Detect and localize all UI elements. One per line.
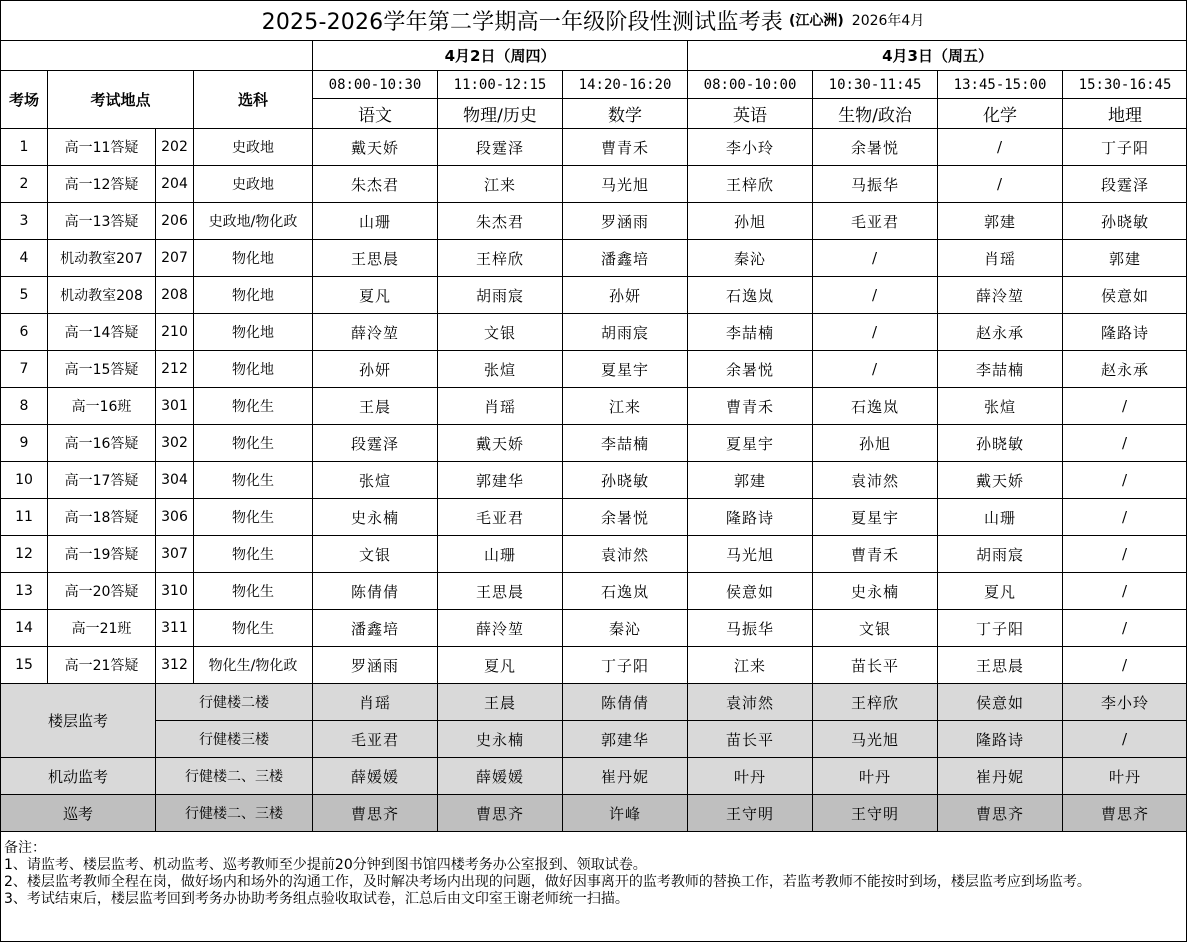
subject-choice: 史政地/物化政 xyxy=(194,203,313,240)
session-subject: 地理 xyxy=(1063,99,1187,129)
floor-row xyxy=(1,721,1187,758)
proctor-cell: 李喆楠 xyxy=(688,314,813,351)
proctor-cell: 许峰 xyxy=(563,795,688,832)
notes-heading: 备注： xyxy=(4,840,46,856)
proctor-cell: 郭建 xyxy=(688,462,813,499)
proctor-cell: 文银 xyxy=(438,314,563,351)
schedule-table xyxy=(0,40,1187,832)
proctor-cell: 戴天娇 xyxy=(438,425,563,462)
proctor-cell: 李小玲 xyxy=(688,129,813,166)
proctor-cell: 王思晨 xyxy=(938,647,1063,684)
title-date: 2026年4月 xyxy=(851,13,925,29)
session-time: 08:00-10:30 xyxy=(313,71,438,99)
proctor-cell: 秦沁 xyxy=(563,610,688,647)
exam-room-number: 9 xyxy=(1,425,48,462)
day-header-1: 4月2日（周四） xyxy=(313,41,688,71)
proctor-cell: 孙旭 xyxy=(688,203,813,240)
proctor-cell: 薛泠堃 xyxy=(438,610,563,647)
room-number: 304 xyxy=(156,462,194,499)
table-row xyxy=(1,129,1187,166)
mobile-proctor-label: 机动监考 xyxy=(1,758,156,795)
notes xyxy=(4,840,1182,908)
proctor-cell: 张煊 xyxy=(438,351,563,388)
proctor-cell: 潘鑫培 xyxy=(563,240,688,277)
proctor-cell: 毛亚君 xyxy=(313,721,438,758)
proctor-cell: 侯意如 xyxy=(1063,277,1187,314)
proctor-cell: 丁子阳 xyxy=(563,647,688,684)
proctor-cell: 石逸岚 xyxy=(563,573,688,610)
exam-location: 高一12答疑 xyxy=(48,166,156,203)
subject-choice: 物化生 xyxy=(194,573,313,610)
proctor-cell: 孙妍 xyxy=(563,277,688,314)
proctor-cell: 曹青禾 xyxy=(563,129,688,166)
proctor-cell: 郭建华 xyxy=(438,462,563,499)
blank-corner xyxy=(1,41,313,71)
proctor-cell: 肖瑶 xyxy=(438,388,563,425)
proctor-cell: 夏星宇 xyxy=(813,499,938,536)
session-time: 13:45-15:00 xyxy=(938,71,1063,99)
proctor-cell: 石逸岚 xyxy=(688,277,813,314)
proctor-cell: / xyxy=(1063,499,1187,536)
proctor-cell: / xyxy=(1063,721,1187,758)
exam-location: 高一14答疑 xyxy=(48,314,156,351)
exam-room-number: 14 xyxy=(1,610,48,647)
proctor-cell: 胡雨宸 xyxy=(563,314,688,351)
proctor-cell: / xyxy=(1063,425,1187,462)
proctor-cell: / xyxy=(1063,536,1187,573)
proctor-cell: 苗长平 xyxy=(813,647,938,684)
proctor-cell: 胡雨宸 xyxy=(938,536,1063,573)
session-time: 14:20-16:20 xyxy=(563,71,688,99)
exam-location: 高一17答疑 xyxy=(48,462,156,499)
proctor-cell: 曹思齐 xyxy=(313,795,438,832)
proctor-cell: 曹青禾 xyxy=(688,388,813,425)
proctor-cell: 赵永承 xyxy=(1063,351,1187,388)
floor-building: 行健楼二楼 xyxy=(156,684,313,721)
exam-room-number: 12 xyxy=(1,536,48,573)
subject-choice: 物化生/物化政 xyxy=(194,647,313,684)
proctor-cell: 崔丹妮 xyxy=(563,758,688,795)
patrol-proctor-label: 巡考 xyxy=(1,795,156,832)
subject-choice: 物化生 xyxy=(194,462,313,499)
exam-location: 高一19答疑 xyxy=(48,536,156,573)
proctor-cell: 夏凡 xyxy=(438,647,563,684)
subject-choice: 物化生 xyxy=(194,499,313,536)
exam-location: 高一21班 xyxy=(48,610,156,647)
proctor-cell: 马振华 xyxy=(813,166,938,203)
proctor-cell: 朱杰君 xyxy=(438,203,563,240)
mobile-proctor-row xyxy=(1,758,1187,795)
room-number: 207 xyxy=(156,240,194,277)
proctor-cell: 段霆泽 xyxy=(1063,166,1187,203)
proctor-cell: 段霆泽 xyxy=(438,129,563,166)
exam-room-number: 10 xyxy=(1,462,48,499)
proctor-cell: 陈倩倩 xyxy=(313,573,438,610)
exam-room-number: 5 xyxy=(1,277,48,314)
proctor-cell: 曹思齐 xyxy=(1063,795,1187,832)
exam-location: 高一15答疑 xyxy=(48,351,156,388)
campus-label: (江心洲) xyxy=(788,13,844,29)
proctor-cell: 陈倩倩 xyxy=(563,684,688,721)
proctor-cell: 孙晓敏 xyxy=(938,425,1063,462)
proctor-cell: 马光旭 xyxy=(688,536,813,573)
proctor-cell: 薛媛媛 xyxy=(313,758,438,795)
room-number: 202 xyxy=(156,129,194,166)
proctor-cell: 袁沛然 xyxy=(813,462,938,499)
proctor-cell: 薛泠堃 xyxy=(313,314,438,351)
proctor-cell: 江来 xyxy=(563,388,688,425)
exam-location: 高一20答疑 xyxy=(48,573,156,610)
subject-choice: 物化地 xyxy=(194,351,313,388)
proctor-cell: 胡雨宸 xyxy=(438,277,563,314)
exam-location: 高一21答疑 xyxy=(48,647,156,684)
proctor-cell: 秦沁 xyxy=(688,240,813,277)
mobile-proctor-building: 行健楼二、三楼 xyxy=(156,758,313,795)
subject-choice: 物化生 xyxy=(194,425,313,462)
proctor-cell: 王思晨 xyxy=(438,573,563,610)
proctor-cell: 叶丹 xyxy=(813,758,938,795)
proctor-cell: 余暑悦 xyxy=(563,499,688,536)
exam-room-number: 4 xyxy=(1,240,48,277)
proctor-cell: 余暑悦 xyxy=(688,351,813,388)
room-number: 208 xyxy=(156,277,194,314)
subject-choice: 物化地 xyxy=(194,314,313,351)
table-row xyxy=(1,499,1187,536)
room-number: 301 xyxy=(156,388,194,425)
proctor-cell: 王守明 xyxy=(813,795,938,832)
proctor-cell: 王晨 xyxy=(313,388,438,425)
proctor-cell: 曹青禾 xyxy=(813,536,938,573)
session-subject: 语文 xyxy=(313,99,438,129)
proctor-cell: 罗涵雨 xyxy=(563,203,688,240)
exam-room-number: 3 xyxy=(1,203,48,240)
session-time: 15:30-16:45 xyxy=(1063,71,1187,99)
session-time: 11:00-12:15 xyxy=(438,71,563,99)
proctor-cell: 郭建 xyxy=(938,203,1063,240)
proctor-cell: 肖瑶 xyxy=(313,684,438,721)
room-number: 206 xyxy=(156,203,194,240)
proctor-cell: 丁子阳 xyxy=(938,610,1063,647)
floor-row xyxy=(1,684,1187,721)
session-subject: 数学 xyxy=(563,99,688,129)
proctor-cell: 王晨 xyxy=(438,684,563,721)
session-time: 08:00-10:00 xyxy=(688,71,813,99)
proctor-cell: 王守明 xyxy=(688,795,813,832)
note-item-3: 3、考试结束后，楼层监考回到考务办协助考务组点验收取试卷，汇总后由文印室王谢老师统一扫描。 xyxy=(4,891,629,907)
room-number: 312 xyxy=(156,647,194,684)
note-item-2: 2、楼层监考教师全程在岗，做好场内和场外的沟通工作，及时解决考场内出现的问题，做好因事离开的监考教师的替换工作，若监考教师不能按时到场，楼层监考应到场监考。 xyxy=(4,874,1091,890)
exam-room-number: 6 xyxy=(1,314,48,351)
proctor-cell: / xyxy=(813,277,938,314)
exam-location: 机动教室207 xyxy=(48,240,156,277)
exam-room-number: 2 xyxy=(1,166,48,203)
proctor-cell: 叶丹 xyxy=(1063,758,1187,795)
proctor-cell: / xyxy=(1063,573,1187,610)
table-row xyxy=(1,277,1187,314)
proctor-cell: 山珊 xyxy=(438,536,563,573)
room-number: 302 xyxy=(156,425,194,462)
title-row xyxy=(0,0,1186,40)
subject-choice: 史政地 xyxy=(194,129,313,166)
room-number: 307 xyxy=(156,536,194,573)
proctor-cell: 孙旭 xyxy=(813,425,938,462)
table-row xyxy=(1,203,1187,240)
patrol-proctor-building: 行健楼二、三楼 xyxy=(156,795,313,832)
session-subject: 生物/政治 xyxy=(813,99,938,129)
proctor-cell: 张煊 xyxy=(938,388,1063,425)
proctor-cell: / xyxy=(938,166,1063,203)
room-number: 306 xyxy=(156,499,194,536)
proctor-cell: 袁沛然 xyxy=(563,536,688,573)
proctor-cell: 李喆楠 xyxy=(563,425,688,462)
subject-choice: 物化生 xyxy=(194,388,313,425)
subject-choice: 物化地 xyxy=(194,240,313,277)
proctor-cell: 戴天娇 xyxy=(313,129,438,166)
proctor-cell: 侯意如 xyxy=(688,573,813,610)
proctor-cell: 赵永承 xyxy=(938,314,1063,351)
subject-choice-header: 选科 xyxy=(194,71,313,129)
proctor-cell: 夏星宇 xyxy=(688,425,813,462)
proctor-cell: 隆路诗 xyxy=(938,721,1063,758)
proctor-cell: 山珊 xyxy=(313,203,438,240)
proctor-cell: 曹思齐 xyxy=(938,795,1063,832)
proctor-cell: 叶丹 xyxy=(688,758,813,795)
proctor-cell: / xyxy=(938,129,1063,166)
proctor-cell: 王梓欣 xyxy=(813,684,938,721)
table-row xyxy=(1,314,1187,351)
table-row xyxy=(1,647,1187,684)
proctor-cell: 崔丹妮 xyxy=(938,758,1063,795)
session-subject: 物理/历史 xyxy=(438,99,563,129)
exam-location: 高一16答疑 xyxy=(48,425,156,462)
proctor-cell: 马振华 xyxy=(688,610,813,647)
page-title: 2025-2026学年第二学期高一年级阶段性测试监考表 xyxy=(261,9,783,35)
proctor-cell: 隆路诗 xyxy=(688,499,813,536)
session-subject: 化学 xyxy=(938,99,1063,129)
proctor-cell: 戴天娇 xyxy=(938,462,1063,499)
exam-location: 高一13答疑 xyxy=(48,203,156,240)
table-row xyxy=(1,573,1187,610)
exam-room-number: 13 xyxy=(1,573,48,610)
proctor-cell: 罗涵雨 xyxy=(313,647,438,684)
room-number: 204 xyxy=(156,166,194,203)
proctor-cell: 江来 xyxy=(438,166,563,203)
proctor-cell: 文银 xyxy=(813,610,938,647)
proctor-cell: 史永楠 xyxy=(813,573,938,610)
proctor-cell: 侯意如 xyxy=(938,684,1063,721)
proctor-cell: 隆路诗 xyxy=(1063,314,1187,351)
proctor-cell: 孙妍 xyxy=(313,351,438,388)
proctor-cell: 夏凡 xyxy=(313,277,438,314)
exam-room-number: 11 xyxy=(1,499,48,536)
table-row xyxy=(1,462,1187,499)
exam-location: 高一16班 xyxy=(48,388,156,425)
proctor-cell: 王梓欣 xyxy=(438,240,563,277)
subject-choice: 物化生 xyxy=(194,536,313,573)
proctor-cell: 薛泠堃 xyxy=(938,277,1063,314)
table-row xyxy=(1,166,1187,203)
proctor-cell: 朱杰君 xyxy=(313,166,438,203)
proctor-cell: 李小玲 xyxy=(1063,684,1187,721)
proctor-cell: 马光旭 xyxy=(813,721,938,758)
proctor-cell: 潘鑫培 xyxy=(313,610,438,647)
proctor-cell: / xyxy=(1063,388,1187,425)
patrol-proctor-row xyxy=(1,795,1187,832)
proctor-cell: 孙晓敏 xyxy=(1063,203,1187,240)
table-row xyxy=(1,240,1187,277)
subject-choice: 物化地 xyxy=(194,277,313,314)
day-header-2: 4月3日（周五） xyxy=(688,41,1187,71)
proctor-cell: 曹思齐 xyxy=(438,795,563,832)
exam-room-header: 考场 xyxy=(1,71,48,129)
proctor-cell: / xyxy=(1063,610,1187,647)
proctor-cell: 肖瑶 xyxy=(938,240,1063,277)
proctor-cell: 薛媛媛 xyxy=(438,758,563,795)
proctor-cell: 李喆楠 xyxy=(938,351,1063,388)
proctor-cell: 山珊 xyxy=(938,499,1063,536)
room-number: 210 xyxy=(156,314,194,351)
note-item-1: 1、请监考、楼层监考、机动监考、巡考教师至少提前20分钟到图书馆四楼考务办公室报到、领取试卷。 xyxy=(4,857,647,873)
proctor-cell: 史永楠 xyxy=(313,499,438,536)
proctor-cell: 石逸岚 xyxy=(813,388,938,425)
proctor-cell: 史永楠 xyxy=(438,721,563,758)
location-header: 考试地点 xyxy=(48,71,194,129)
proctor-cell: / xyxy=(1063,462,1187,499)
floor-proctor-label: 楼层监考 xyxy=(1,684,156,758)
proctor-cell: 夏星宇 xyxy=(563,351,688,388)
proctor-cell: / xyxy=(1063,647,1187,684)
exam-location: 高一11答疑 xyxy=(48,129,156,166)
proctor-cell: 夏凡 xyxy=(938,573,1063,610)
table-row xyxy=(1,425,1187,462)
proctor-cell: 毛亚君 xyxy=(813,203,938,240)
proctor-cell: 文银 xyxy=(313,536,438,573)
exam-room-number: 1 xyxy=(1,129,48,166)
subject-choice: 物化生 xyxy=(194,610,313,647)
proctor-cell: 郭建华 xyxy=(563,721,688,758)
proctor-cell: 王思晨 xyxy=(313,240,438,277)
room-number: 310 xyxy=(156,573,194,610)
table-row xyxy=(1,536,1187,573)
proctor-cell: 毛亚君 xyxy=(438,499,563,536)
proctor-cell: / xyxy=(813,314,938,351)
proctor-cell: 袁沛然 xyxy=(688,684,813,721)
proctor-cell: 余暑悦 xyxy=(813,129,938,166)
proctor-cell: 郭建 xyxy=(1063,240,1187,277)
proctor-cell: 孙晓敏 xyxy=(563,462,688,499)
floor-building: 行健楼三楼 xyxy=(156,721,313,758)
exam-room-number: 8 xyxy=(1,388,48,425)
proctor-cell: 段霆泽 xyxy=(313,425,438,462)
session-subject: 英语 xyxy=(688,99,813,129)
room-number: 212 xyxy=(156,351,194,388)
exam-room-number: 15 xyxy=(1,647,48,684)
proctor-cell: 江来 xyxy=(688,647,813,684)
proctor-cell: 苗长平 xyxy=(688,721,813,758)
table-row xyxy=(1,610,1187,647)
proctor-cell: 丁子阳 xyxy=(1063,129,1187,166)
proctor-cell: 王梓欣 xyxy=(688,166,813,203)
table-row xyxy=(1,351,1187,388)
proctor-cell: 张煊 xyxy=(313,462,438,499)
proctor-cell: / xyxy=(813,240,938,277)
room-number: 311 xyxy=(156,610,194,647)
table-row xyxy=(1,388,1187,425)
subject-choice: 史政地 xyxy=(194,166,313,203)
exam-location: 高一18答疑 xyxy=(48,499,156,536)
exam-room-number: 7 xyxy=(1,351,48,388)
exam-location: 机动教室208 xyxy=(48,277,156,314)
session-time: 10:30-11:45 xyxy=(813,71,938,99)
proctor-cell: 马光旭 xyxy=(563,166,688,203)
proctor-cell: / xyxy=(813,351,938,388)
